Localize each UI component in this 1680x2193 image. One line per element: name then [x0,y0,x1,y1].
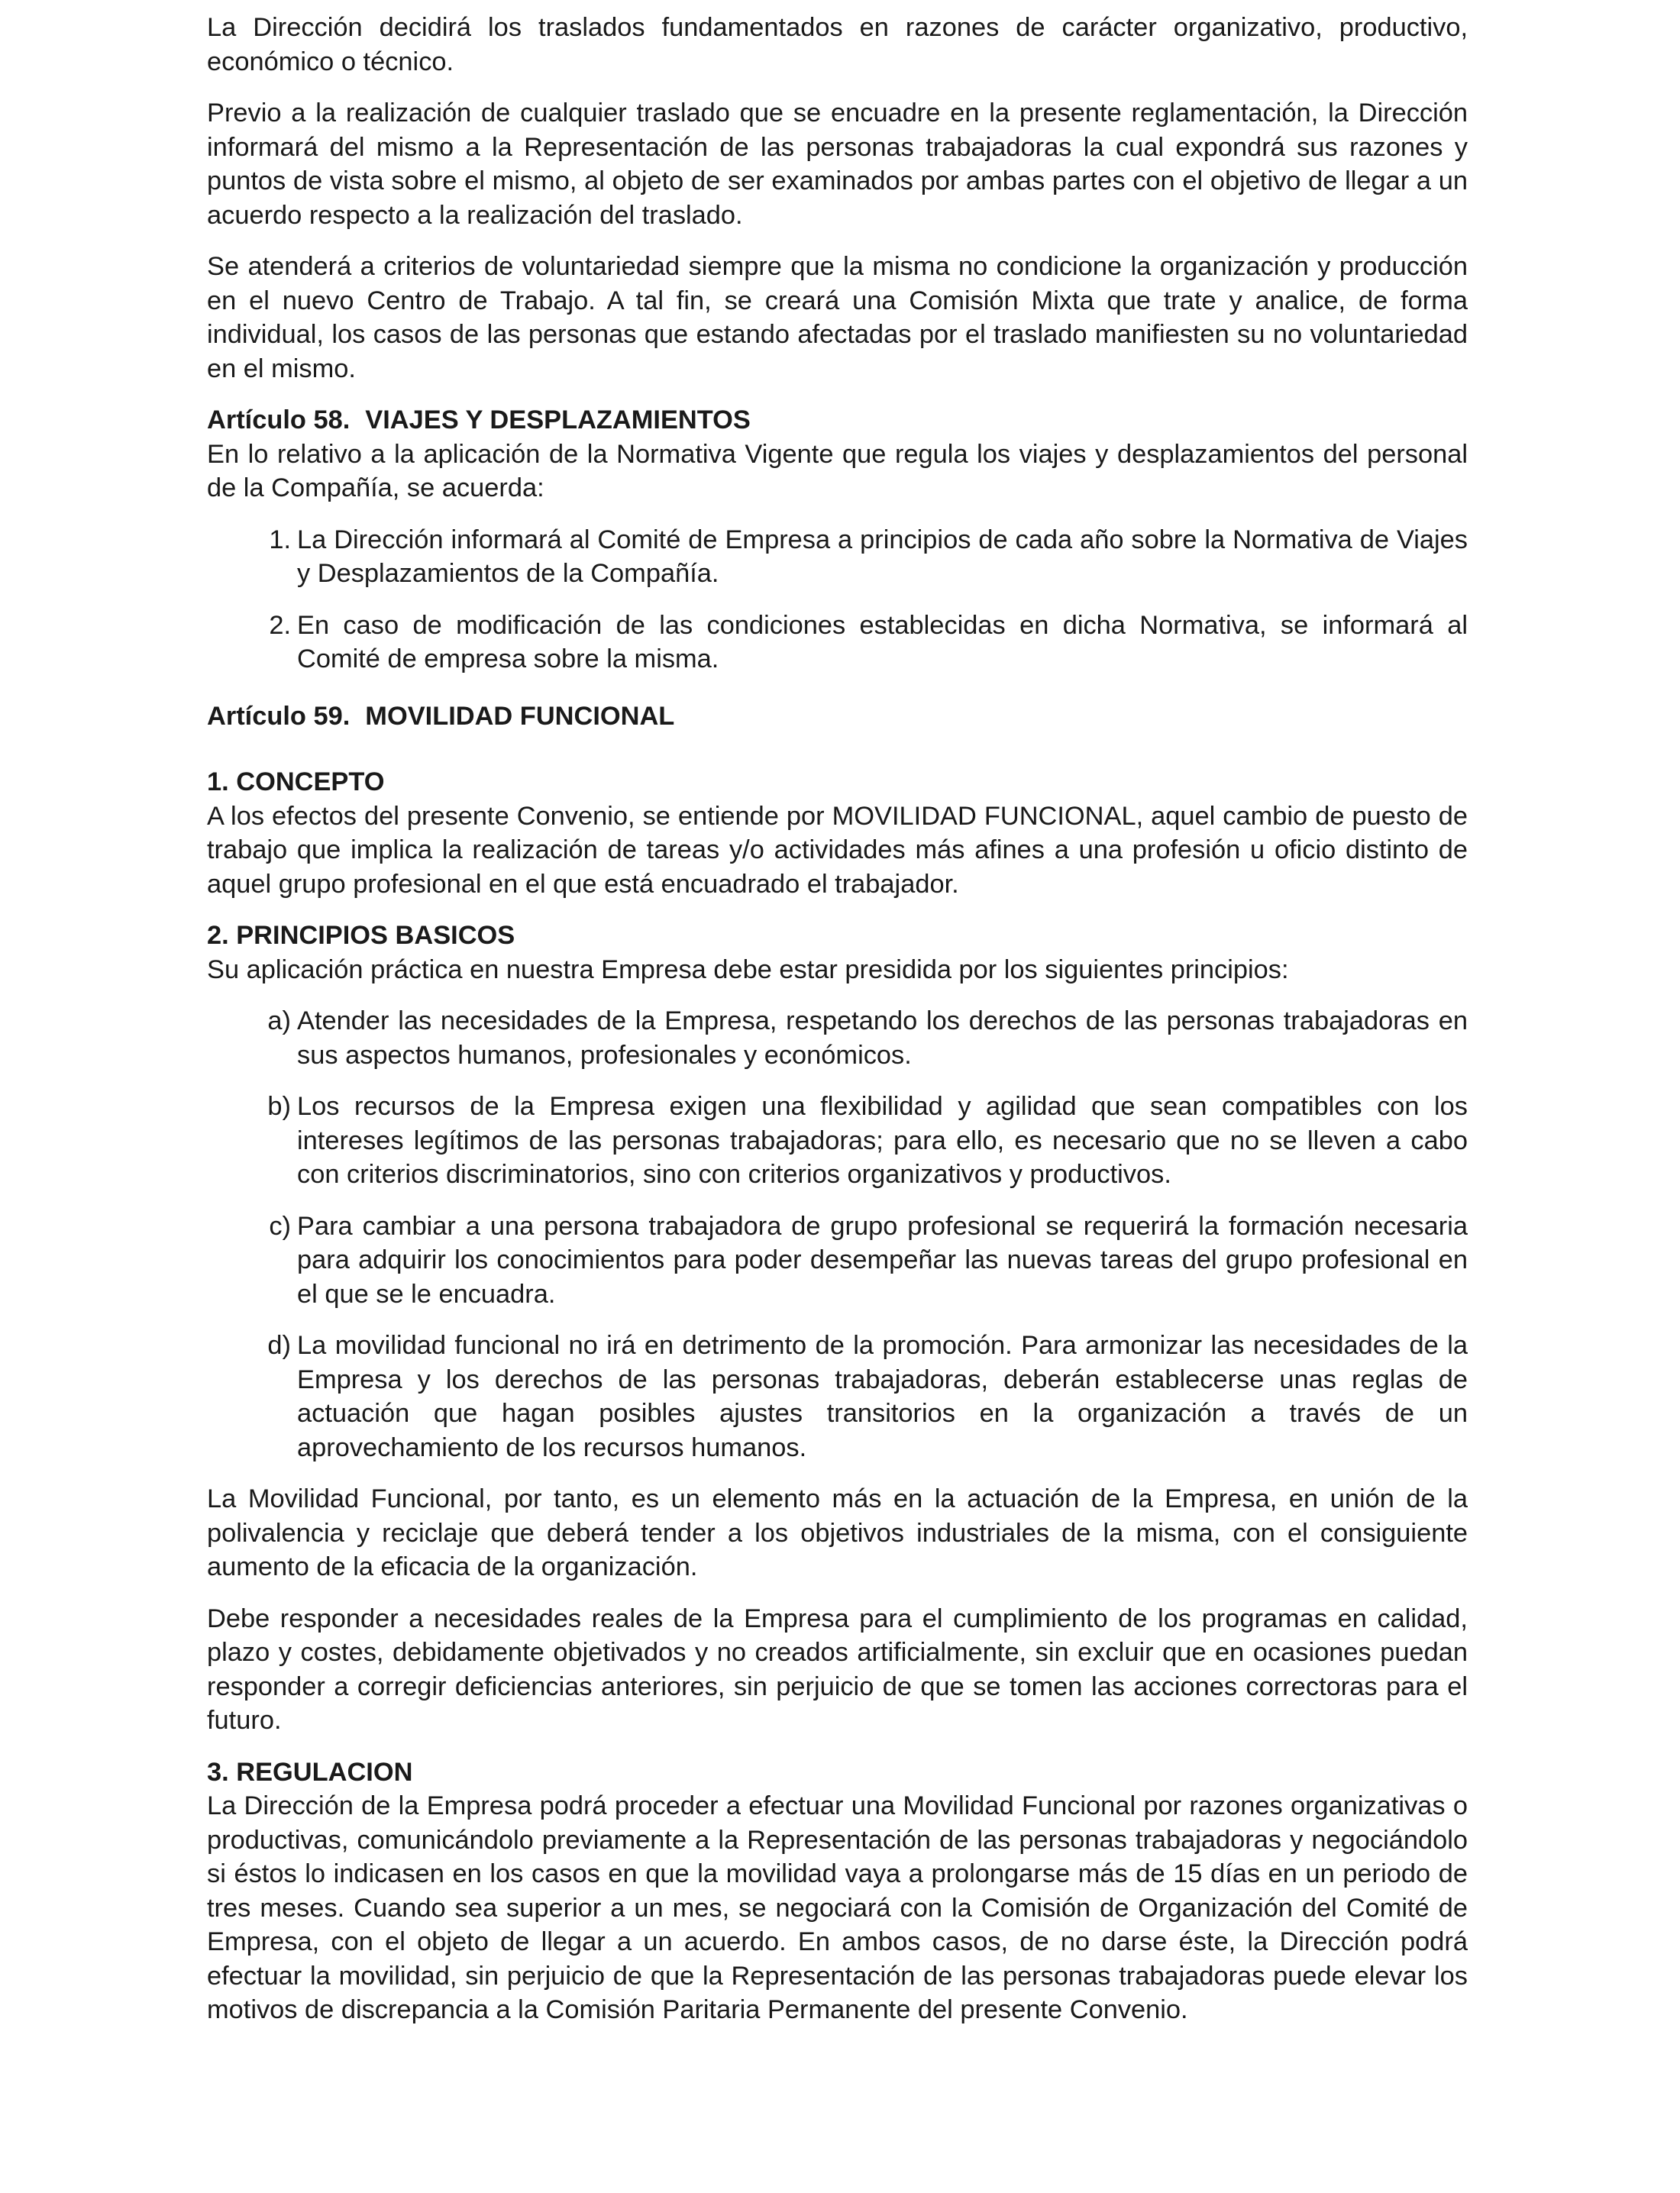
paragraph: A los efectos del presente Convenio, se entiende por MOVILIDAD FUNCIONAL, aquel cambio de puesto de trabajo que implica la realización de tareas y/o actividades más afines a una profesión u oficio distinto de aquel grupo profesional en el que está encuadrado el trabajador. [207,801,1468,899]
list-text: En caso de modificación de las condiciones establecidas en dicha Normativa, se informará al Comité de empresa sobre la misma. [297,610,1468,673]
article-title: MOVILIDAD FUNCIONAL [365,701,675,731]
paragraph: La Movilidad Funcional, por tanto, es un elemento más en la actuación de la Empresa, en unión de la polivalencia y reciclaje que deberá tender a los objetivos industriales de la misma, con el consiguiente aumento de la eficacia de la organización. [207,1484,1468,1581]
section-heading: 1. CONCEPTO [207,767,385,796]
list-text: Atender las necesidades de la Empresa, respetando los derechos de las personas trabajadoras en sus aspectos humanos, profesionales y económicos. [297,1006,1468,1070]
paragraph: Se atenderá a criterios de voluntariedad siempre que la misma no condicione la organización y producción en el nuevo Centro de Trabajo. A tal fin, se creará una Comisión Mixta que trate y analice, de forma individual, los casos de las personas que estando afectadas por el traslado manifiesten su no voluntariedad en el mismo. [207,252,1468,383]
section-heading: 2. PRINCIPIOS BASICOS [207,921,515,950]
article-title: VIAJES Y DESPLAZAMIENTOS [365,405,751,434]
paragraph: Previo a la realización de cualquier traslado que se encuadre en la presente reglamentación, la Dirección informará del mismo a la Representación de las personas trabajadoras la cual expondrá sus razones y puntos de vista sobre el mismo, al objeto de ser examinados por ambas partes con el objetivo de llegar a un acuerdo respecto a la realización del traslado. [207,99,1468,230]
section-heading: 3. REGULACION [207,1757,413,1787]
list-marker: 1. [269,525,291,554]
list-text: La Dirección informará al Comité de Empresa a principios de cada año sobre la Normativa de Viajes y Desplazamientos de la Compañía. [297,525,1468,588]
list-item [207,1004,1468,1072]
article-number: Artículo 59. [207,701,351,731]
list-text: La movilidad funcional no irá en detrimento de la promoción. Para armonizar las necesidades de la Empresa y los derechos de las personas trabajadoras, deberán establecerse unas reglas de actuación que hagan posibles ajustes transitorios en la organización a través de un aprovechamiento de los recursos humanos. [297,1331,1468,1462]
list-marker: b) [267,1092,291,1121]
list-marker: 2. [269,610,291,640]
paragraph: La Dirección de la Empresa podrá proceder a efectuar una Movilidad Funcional por razones organizativas o productivas, comunicándolo previamente a la Representación de las personas trabajadoras y negociándolo si éstos lo indicasen en los casos en que la movilidad vaya a prolongarse más de 15 días en un periodo de tres meses. Cuando sea superior a un mes, se negociará con la Comisión de Organización del Comité de Empresa, con el objeto de llegar a un acuerdo. En ambos casos, de no darse éste, la Dirección podrá efectuar la movilidad, sin perjuicio de que la Representación de las personas trabajadoras puede elevar los motivos de discrepancia a la Comisión Paritaria Permanente del presente Convenio. [207,1791,1468,2024]
list-item [207,1329,1468,1465]
list-marker: a) [267,1006,291,1035]
paragraph: La Dirección decidirá los traslados fundamentados en razones de carácter organizativo, productivo, económico o técnico. [207,13,1468,76]
list-text: Los recursos de la Empresa exigen una flexibilidad y agilidad que sean compatibles con los intereses legítimos de las personas trabajadoras; para ello, es necesario que no se lleven a cabo con criterios discriminatorios, sino con criterios organizativos y productivos. [297,1092,1468,1189]
article-58-heading [207,403,1468,438]
list-marker: c) [269,1211,291,1241]
list-item [207,1090,1468,1192]
article-59-heading [207,699,1468,734]
list-item [207,609,1468,677]
list-item [207,523,1468,591]
paragraph: Debe responder a necesidades reales de la Empresa para el cumplimiento de los programas en calidad, plazo y costes, debidamente objetivados y no creados artificialmente, sin excluir que en ocasiones puedan responder a corregir deficiencias anteriores, sin perjuicio de que se tomen las acciones correctoras para el futuro. [207,1604,1468,1735]
list-text: Para cambiar a una persona trabajadora de grupo profesional se requerirá la formación necesaria para adquirir los conocimientos para poder desempeñar las nuevas tareas del grupo profesional en el que se le encuadra. [297,1211,1468,1309]
document-page [207,11,1468,2045]
list-item [207,1210,1468,1312]
paragraph: Su aplicación práctica en nuestra Empresa debe estar presidida por los siguientes principios: [207,954,1289,984]
paragraph: En lo relativo a la aplicación de la Normativa Vigente que regula los viajes y desplazamientos del personal de la Compañía, se acuerda: [207,439,1468,502]
list-marker: d) [267,1331,291,1360]
article-number: Artículo 58. [207,405,351,434]
